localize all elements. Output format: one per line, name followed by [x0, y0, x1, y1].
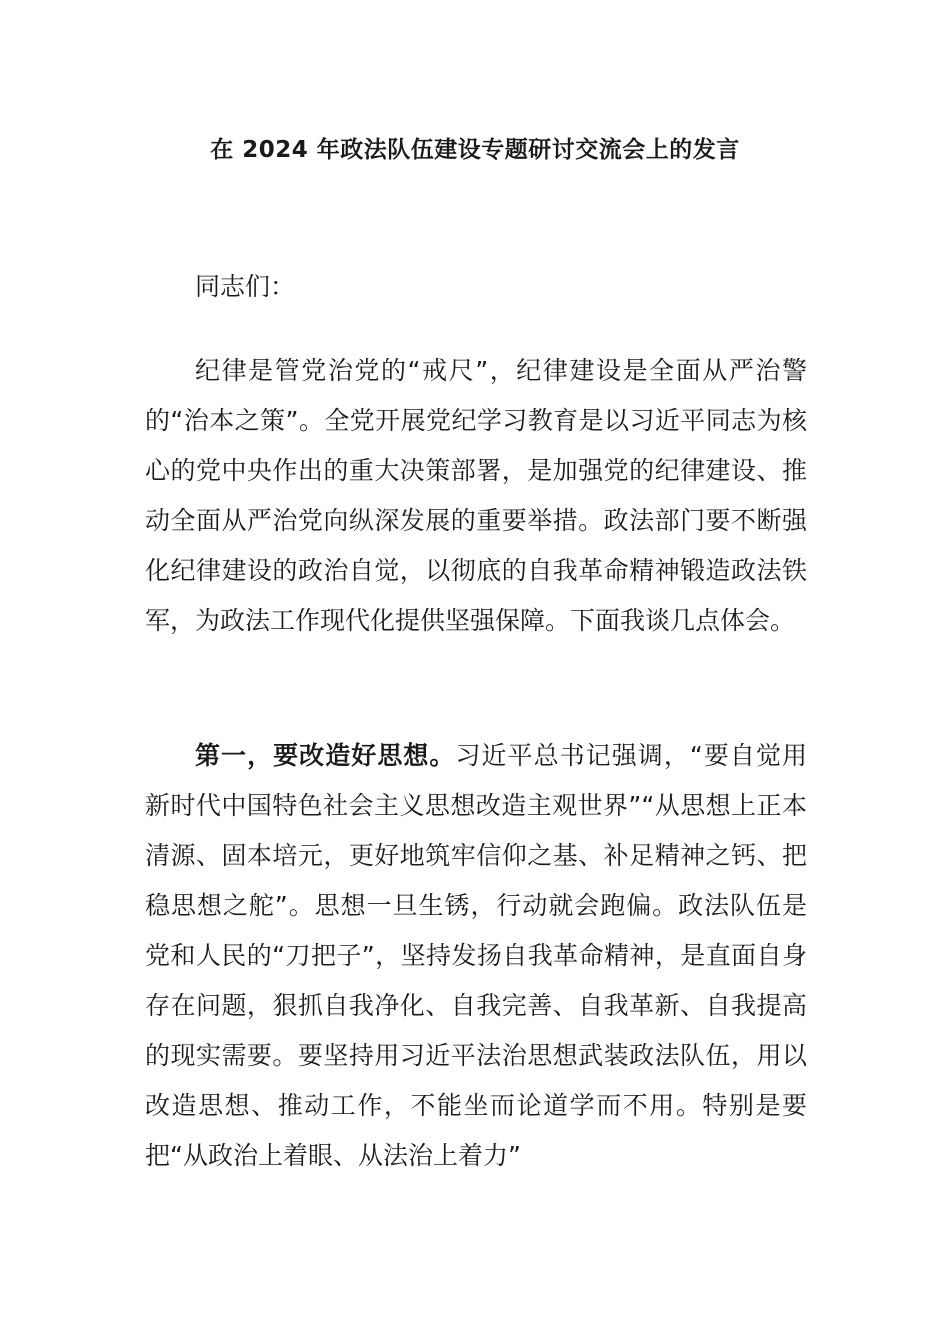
paragraph-first-point — [145, 731, 807, 1181]
paragraph-lead: 第一，要改造好思想。 — [195, 741, 456, 770]
paragraph-text: 习近平总书记强调，“要自觉用新时代中国特色社会主义思想改造主观世界”“从思想上正本清源、固本培元，更好地筑牢信仰之基、补足精神之钙、把稳思想之舵”。思想一旦生锈，行动就会跑偏。政法队伍是党和人民的“刀把子”，坚持发扬自我革命精神，是直面自身存在问题，狠抓自我净化、自我完善、自我革新、自我提高的现实需要。要坚持用习近平法治思想武装政法队伍，用以改造思想、推动工作，不能坐而论道学而不用。特别是要把“从政治上着眼、从法治上着力” — [145, 741, 807, 1170]
paragraph-text: 纪律是管党治党的“戒尺”，纪律建设是全面从严治警的“治本之策”。全党开展党纪学习教育是以习近平同志为核心的党中央作出的重大决策部署，是加强党的纪律建设、推动全面从严治党向纵深发展的重要举措。政法部门要不断强化纪律建设的政治自觉，以彻底的自我革命精神锻造政法铁军，为政法工作现代化提供坚强保障。下面我谈几点体会。 — [145, 356, 807, 635]
document-title: 在 2024 年政法队伍建设专题研讨交流会上的发言 — [210, 137, 740, 163]
greeting: 同志们： — [195, 272, 296, 301]
paragraph-intro — [145, 346, 807, 646]
